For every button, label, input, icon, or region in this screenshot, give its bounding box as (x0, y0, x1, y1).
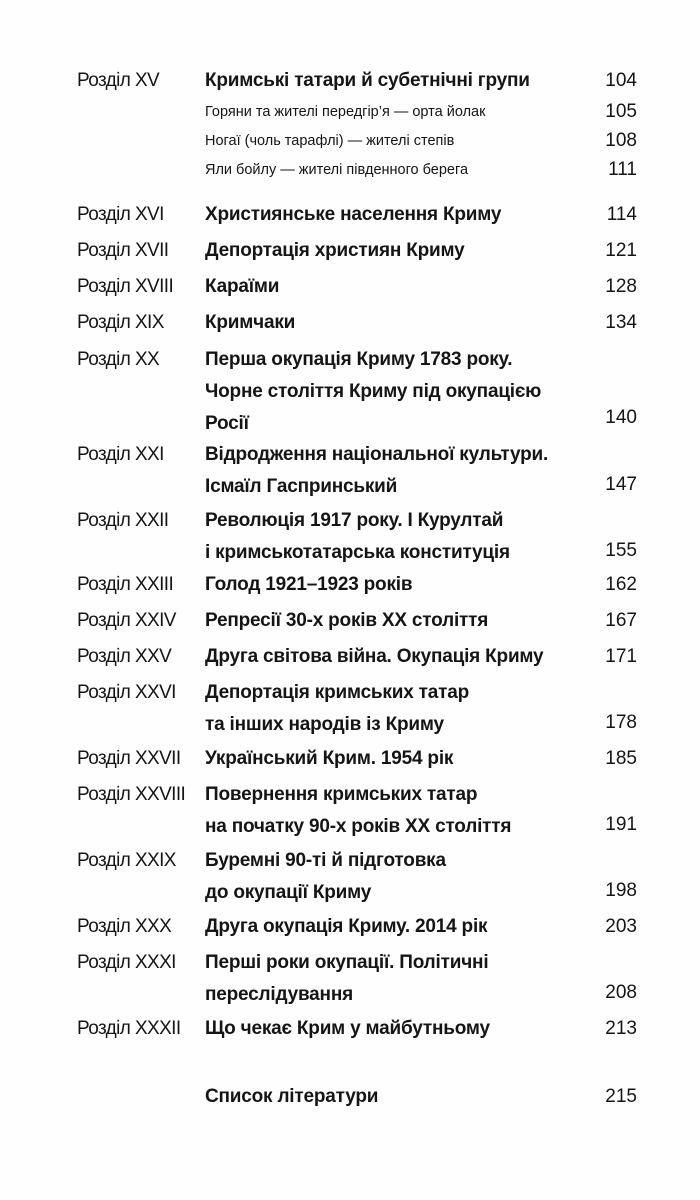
chapter-title (205, 743, 597, 775)
chapter-title-line: Депортація кримських татар (205, 682, 470, 703)
chapter-label: Розділ XVII (77, 240, 169, 261)
subentry-title-line: Яли бойлу — жителі південного берега (205, 162, 469, 178)
chapter-title-line: Друга світова війна. Окупація Криму (205, 646, 544, 667)
subentry-title-line: Ногаї (чоль тарафлі) — жителі степів (205, 133, 455, 149)
page-number: 178 (605, 712, 637, 733)
chapter-label: Розділ XXVIII (77, 784, 186, 805)
page-number: 171 (605, 646, 637, 667)
chapter-title (205, 947, 597, 1011)
chapter-title (205, 439, 597, 503)
page-number: 140 (605, 407, 637, 428)
chapter-label: Розділ XXVII (77, 748, 181, 769)
chapter-label: Розділ XXIII (77, 574, 174, 595)
chapter-title (205, 911, 597, 943)
chapter-title (205, 65, 597, 97)
chapter-title-line: до окупації Криму (205, 882, 372, 903)
chapter-title-line: переслідування (205, 984, 353, 1005)
chapter-title (205, 344, 597, 440)
chapter-label: Розділ XXXI (77, 952, 176, 973)
chapter-label: Розділ XXI (77, 444, 164, 465)
chapter-title-line: Перша окупація Криму 1783 року. (205, 349, 513, 370)
chapter-label: Розділ XXIV (77, 610, 176, 631)
chapter-title-line: Ісмаїл Гаспринський (205, 476, 398, 497)
page-number: 128 (605, 276, 637, 297)
chapter-title (205, 605, 597, 637)
chapter-title (205, 235, 597, 267)
chapter-title-line: Відродження національної культури. (205, 444, 549, 465)
chapter-label: Розділ XXXII (77, 1018, 181, 1039)
chapter-title-line: Кримські татари й субетнічні групи (205, 70, 530, 91)
page-number: 155 (605, 540, 637, 561)
page-number: 108 (605, 130, 637, 151)
page-number: 147 (605, 474, 637, 495)
chapter-title-line: і кримськотатарська конституція (205, 542, 510, 563)
chapter-title-line: Український Крим. 1954 рік (205, 748, 454, 769)
chapter-title-line: Караїми (205, 276, 280, 297)
page-number: 167 (605, 610, 637, 631)
chapter-title (205, 1013, 597, 1045)
chapter-title-line: на початку 90-х років XX століття (205, 816, 512, 837)
chapter-title (205, 779, 597, 843)
bibliography-title (205, 1081, 597, 1113)
chapter-title-line: Буремні 90-ті й підготовка (205, 850, 446, 871)
page-number: 114 (606, 204, 637, 225)
page-number: 198 (605, 880, 637, 901)
page-number: 208 (605, 982, 637, 1003)
chapter-label: Розділ XVIII (77, 276, 174, 297)
chapter-title (205, 641, 597, 673)
chapter-title (205, 505, 597, 569)
page-number: 191 (605, 814, 637, 835)
chapter-label: Розділ XXII (77, 510, 169, 531)
chapter-label: Розділ XXV (77, 646, 172, 667)
chapter-title-line: Голод 1921–1923 років (205, 574, 413, 595)
subentry-title (205, 99, 597, 125)
chapter-title-line: Чорне століття Криму під окупацією (205, 381, 542, 402)
page-number: 134 (605, 312, 637, 333)
chapter-label: Розділ XIX (77, 312, 164, 333)
page-number: 104 (605, 70, 637, 91)
bibliography-title-line: Список літератури (205, 1086, 379, 1107)
chapter-label: Розділ XXIX (77, 850, 176, 871)
page-number: 185 (605, 748, 637, 769)
chapter-title-line: Кримчаки (205, 312, 296, 333)
chapter-title-line: Революція 1917 року. І Курултай (205, 510, 504, 531)
chapter-title-line: Перші роки окупації. Політичні (205, 952, 489, 973)
chapter-title-line: Що чекає Крим у майбутньому (205, 1018, 490, 1039)
chapter-title (205, 307, 597, 339)
chapter-label: Розділ XX (77, 349, 160, 370)
page-number: 215 (605, 1086, 637, 1107)
chapter-title-line: Друга окупація Криму. 2014 рік (205, 916, 488, 937)
chapter-title-line: Росії (205, 413, 249, 434)
page-number: 111 (608, 159, 637, 180)
page-number: 213 (605, 1018, 637, 1039)
chapter-title (205, 845, 597, 909)
chapter-label: Розділ XXVI (77, 682, 176, 703)
page-number: 105 (605, 101, 637, 122)
page-number: 203 (605, 916, 637, 937)
chapter-label: Розділ XV (77, 70, 160, 91)
chapter-title-line: та інших народів із Криму (205, 714, 444, 735)
subentry-title-line: Горяни та жителі передгір’я — орта йолак (205, 104, 486, 120)
chapter-title (205, 199, 597, 231)
chapter-label: Розділ XXX (77, 916, 172, 937)
subentry-title (205, 157, 597, 183)
chapter-title-line: Депортація християн Криму (205, 240, 465, 261)
chapter-title (205, 271, 597, 303)
chapter-label: Розділ XVI (77, 204, 164, 225)
chapter-title-line: Християнське населення Криму (205, 204, 502, 225)
subentry-title (205, 128, 597, 154)
page-number: 162 (605, 574, 637, 595)
chapter-title-line: Повернення кримських татар (205, 784, 478, 805)
chapter-title (205, 677, 597, 741)
chapter-title-line: Репресії 30-х років XX століття (205, 610, 489, 631)
page-number: 121 (605, 240, 637, 261)
chapter-title (205, 569, 597, 601)
